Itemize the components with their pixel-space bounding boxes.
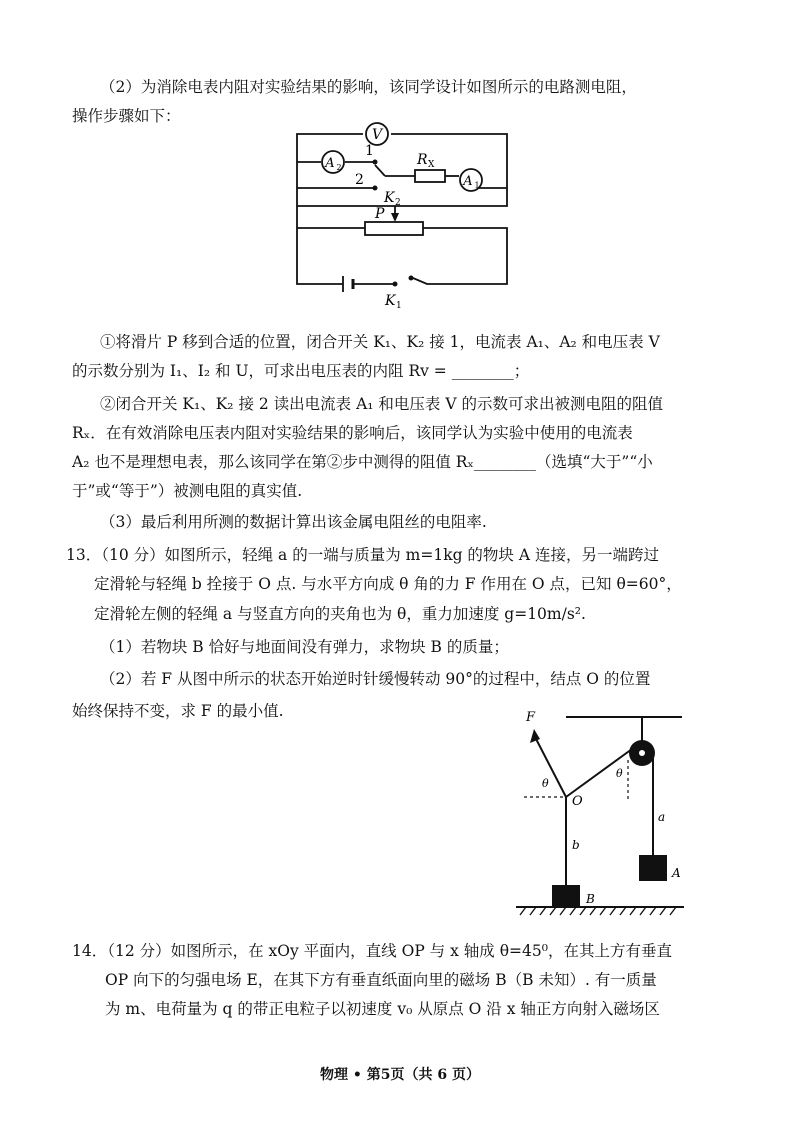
circuit-diagram: [285, 118, 545, 308]
text-line: 定滑轮与轻绳 b 拴接于 O 点. 与水平方向成 θ 角的力 F 作用在 O 点，已知 θ=60°，: [94, 575, 682, 593]
svg-text:θ: θ: [616, 767, 623, 780]
text-line: 的示数分别为 I₁、I₂ 和 U，可求出电压表的内阻 Rv = ________；: [72, 362, 530, 380]
svg-text:P: P: [375, 206, 385, 222]
svg-text:b: b: [572, 838, 580, 852]
svg-text:K: K: [385, 293, 396, 308]
text-line: （1）若物块 B 恰好与地面间没有弹力，求物块 B 的质量；: [100, 638, 509, 656]
text-line: 操作步骤如下：: [72, 107, 181, 125]
text-line: 于”或“等于”）被测电阻的真实值.: [72, 482, 303, 500]
svg-text:V: V: [371, 127, 383, 143]
svg-text:1: 1: [474, 181, 480, 190]
text-line: Rₓ．在有效消除电压表内阻对实验结果的影响后，该同学认为实验中使用的电流表: [72, 424, 633, 442]
svg-text:2: 2: [336, 163, 342, 172]
block-a-icon: [639, 855, 667, 881]
text-line: （2）若 F 从图中所示的状态开始逆时针缓慢转动 90°的过程中，结点 O 的位置: [100, 670, 651, 688]
text-line: （3）最后利用所测的数据计算出该金属电阻丝的电阻率.: [100, 513, 487, 531]
svg-text:B: B: [586, 892, 595, 906]
rheostat-icon: [365, 222, 423, 235]
svg-text:A: A: [463, 174, 473, 189]
svg-text:A: A: [325, 156, 335, 171]
text-line: A₂ 也不是理想电表，那么该同学在第②步中测得的阻值 Rₓ________（选填“大于”“小: [72, 453, 653, 471]
svg-text:O: O: [572, 794, 583, 809]
force-arrow-icon: [530, 729, 540, 743]
svg-text:F: F: [526, 710, 536, 725]
text-line: ②闭合开关 K₁、K₂ 接 2 读出电流表 A₁ 和电压表 V 的示数可求出被测电阻的阻值: [100, 395, 663, 413]
svg-text:2: 2: [395, 198, 401, 208]
resistor-rx-icon: [415, 170, 445, 182]
text-line: （2）为消除电表内阻对实验结果的影响，该同学设计如图所示的电路测电阻，: [100, 78, 637, 96]
block-b-icon: [552, 885, 580, 907]
svg-text:θ: θ: [542, 777, 549, 790]
svg-text:1: 1: [396, 301, 402, 308]
svg-text:2: 2: [355, 172, 364, 188]
ground-hatch-icon: [520, 907, 676, 915]
text-line: OP 向下的匀强电场 E，在其下方有垂直纸面向里的磁场 B（B 未知）. 有一质量: [105, 971, 657, 989]
mechanics-diagram: [512, 705, 712, 925]
page-footer: 物理 • 第5页（共 6 页）: [320, 1067, 480, 1083]
svg-text:1: 1: [365, 143, 374, 159]
svg-text:a: a: [658, 810, 666, 824]
text-line: 为 m、电荷量为 q 的带正电粒子以初速度 v₀ 从原点 O 沿 x 轴正方向射入磁场区: [105, 1000, 660, 1018]
question-14: 14．（12 分）如图所示，在 xOy 平面内，直线 OP 与 x 轴成 θ=45⁰，在其上方有垂直: [72, 942, 672, 960]
svg-text:A: A: [672, 866, 681, 880]
question-13: 13．（10 分）如图所示，轻绳 a 的一端与质量为 m=1kg 的物块 A 连接，另一端跨过: [66, 546, 659, 564]
svg-text:X: X: [428, 160, 435, 170]
svg-text:K: K: [384, 190, 395, 206]
text-line: 定滑轮左侧的轻绳 a 与竖直方向的夹角也为 θ，重力加速度 g=10m/s².: [94, 605, 586, 623]
svg-text:R: R: [417, 152, 428, 168]
text-line: 始终保持不变，求 F 的最小值.: [72, 702, 284, 720]
text-line: ①将滑片 P 移到合适的位置，闭合开关 K₁、K₂ 接 1，电流表 A₁、A₂ 和电压表 V: [100, 333, 660, 351]
